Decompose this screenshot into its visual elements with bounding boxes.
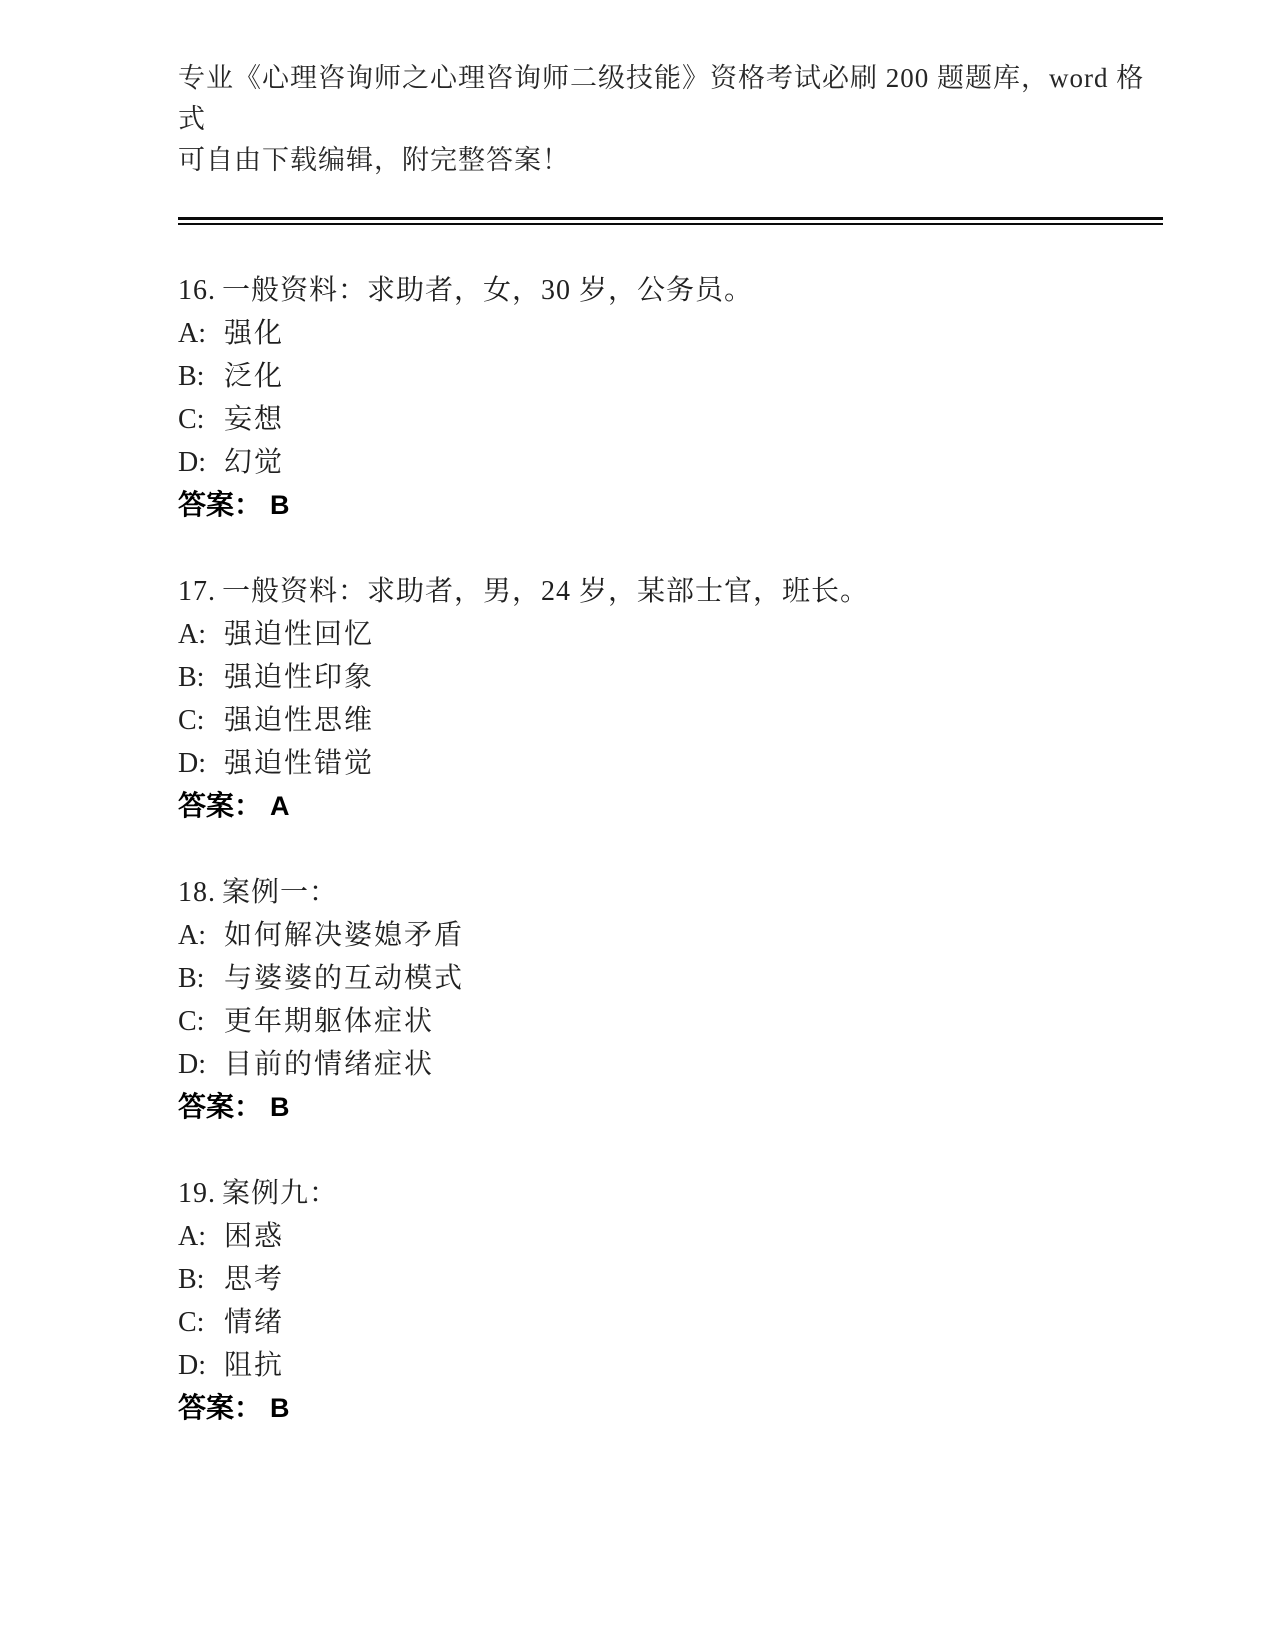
question-number: 19. (178, 1178, 216, 1209)
answer-label: 答案： (178, 1092, 263, 1123)
question-text: 案例一： (222, 877, 339, 908)
option-label: C: (178, 1307, 205, 1338)
answer-row (178, 785, 1163, 828)
option-row (178, 742, 1163, 785)
option-text: 情绪 (224, 1307, 285, 1338)
question-block-17 (178, 570, 1163, 828)
document-header (178, 0, 1163, 181)
option-label: C: (178, 404, 205, 435)
option-text: 强化 (224, 318, 285, 349)
option-text: 妄想 (224, 404, 285, 435)
option-label: D: (178, 1350, 206, 1381)
option-text: 强迫性印象 (224, 662, 375, 693)
option-text: 如何解决婆媳矛盾 (224, 920, 465, 951)
option-row (178, 1344, 1163, 1387)
option-text: 思考 (224, 1264, 285, 1295)
option-text: 阻抗 (224, 1350, 285, 1381)
option-label: A: (178, 619, 206, 650)
answer-value: A (270, 791, 290, 821)
option-label: A: (178, 318, 206, 349)
question-number: 17. (178, 576, 216, 607)
option-row (178, 398, 1163, 441)
option-text: 强迫性思维 (224, 705, 375, 736)
option-label: B: (178, 361, 205, 392)
answer-label: 答案： (178, 791, 263, 822)
option-row (178, 441, 1163, 484)
question-text: 一般资料：求助者，男，24 岁，某部士官，班长。 (222, 576, 870, 607)
option-label: B: (178, 963, 205, 994)
option-label: D: (178, 748, 206, 779)
question-title (178, 570, 1163, 613)
option-row (178, 355, 1163, 398)
option-text: 困惑 (224, 1221, 285, 1252)
option-label: B: (178, 1264, 205, 1295)
option-text: 更年期躯体症状 (224, 1006, 435, 1037)
answer-value: B (270, 490, 290, 520)
answer-label: 答案： (178, 1393, 263, 1424)
option-row (178, 699, 1163, 742)
answer-value: B (270, 1092, 290, 1122)
option-label: C: (178, 1006, 205, 1037)
question-block-16 (178, 269, 1163, 527)
option-row (178, 957, 1163, 1000)
option-text: 强迫性回忆 (224, 619, 375, 650)
question-number: 18. (178, 877, 216, 908)
question-block-18 (178, 871, 1163, 1129)
option-label: A: (178, 920, 206, 951)
option-row (178, 1258, 1163, 1301)
option-row (178, 1215, 1163, 1258)
option-row (178, 312, 1163, 355)
answer-row (178, 484, 1163, 527)
option-row (178, 1301, 1163, 1344)
header-line-2: 可自由下载编辑，附完整答案！ (178, 145, 570, 175)
answer-row (178, 1086, 1163, 1129)
question-list (178, 269, 1163, 1430)
header-divider-rule (178, 217, 1163, 225)
option-row (178, 914, 1163, 957)
question-text: 案例九： (222, 1178, 339, 1209)
question-title (178, 269, 1163, 312)
page-content (178, 0, 1163, 1430)
option-text: 强迫性错觉 (224, 748, 375, 779)
answer-row (178, 1387, 1163, 1430)
answer-value: B (270, 1393, 290, 1423)
question-title (178, 1172, 1163, 1215)
header-line-1: 专业《心理咨询师之心理咨询师二级技能》资格考试必刷 200 题题库，word 格式 (178, 63, 1145, 134)
option-row (178, 613, 1163, 656)
option-text: 目前的情绪症状 (224, 1049, 435, 1080)
question-title (178, 871, 1163, 914)
option-label: D: (178, 1049, 206, 1080)
option-text: 幻觉 (224, 447, 285, 478)
option-row (178, 656, 1163, 699)
question-block-19 (178, 1172, 1163, 1430)
option-label: C: (178, 705, 205, 736)
option-label: D: (178, 447, 206, 478)
option-label: B: (178, 662, 205, 693)
option-row (178, 1000, 1163, 1043)
option-text: 泛化 (224, 361, 285, 392)
question-text: 一般资料：求助者，女，30 岁，公务员。 (222, 275, 754, 306)
option-text: 与婆婆的互动模式 (224, 963, 465, 994)
answer-label: 答案： (178, 490, 263, 521)
option-label: A: (178, 1221, 206, 1252)
question-number: 16. (178, 275, 216, 306)
option-row (178, 1043, 1163, 1086)
